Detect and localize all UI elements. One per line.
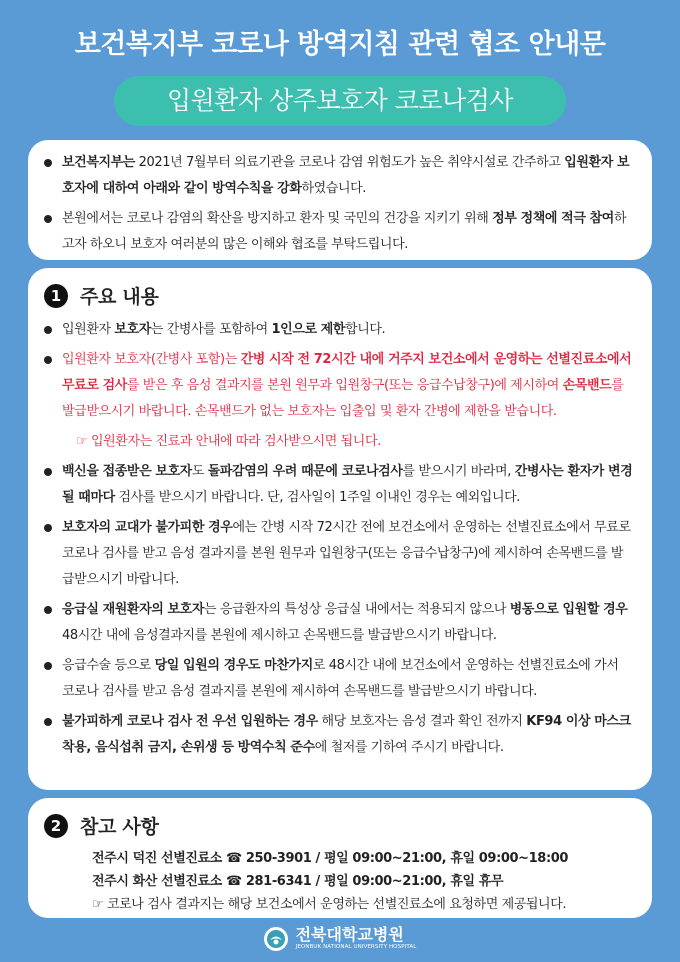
contact-line-hwasan: 전주시 화산 선별진료소 ☎ 281-6341 / 평일 09:00~21:00, 휴일 휴무	[92, 874, 504, 889]
list-item: 백신을 접종받은 보호자도 돌파감염의 우려 때문에 코로나검사를 받으시기 바라며, 간병사는 환자가 변경될 때마다 검사를 받으시기 바랍니다. 단, 검사일이 1주일 이내인 경우는 예외입니다.	[44, 459, 634, 511]
hospital-name-en: JEONBUK NATIONAL UNIVERSITY HOSPITAL	[295, 944, 417, 950]
intro-list	[44, 150, 634, 258]
main-content-card	[28, 268, 652, 790]
list-item: 입원환자 보호자는 간병사를 포함하여 1인으로 제한합니다.	[44, 317, 634, 343]
section-number-icon: 1	[44, 284, 68, 308]
bullet-icon	[44, 215, 52, 223]
hospital-logo-icon	[264, 927, 288, 951]
intro-item: 보건복지부는 2021년 7월부터 의료기관을 코로나 감염 위험도가 높은 취약시설로 간주하고 입원환자 보호자에 대하여 아래와 같이 방역수칙을 강화하였습니다.	[44, 150, 634, 202]
list-item: 보호자의 교대가 불가피한 경우에는 간병 시작 72시간 전에 보건소에서 운영하는 선별진료소에서 무료로 코로나 검사를 받고 음성 결과지를 본원 원무과 입원창구(또는 응급수납창구)에 제시하여 손목밴드를 발급받으시기 바랍니다.	[44, 515, 634, 593]
section-header	[44, 282, 634, 309]
list-item: 응급실 재원환자의 보호자는 응급환자의 특성상 응급실 내에서는 적용되지 않으나 병동으로 입원할 경우 48시간 내에 음성결과지를 본원에 제시하고 손목밴드를 발급받으시기 바랍니다.	[44, 597, 634, 649]
section-header	[44, 812, 634, 839]
section-number-icon: 2	[44, 814, 68, 838]
subtitle-banner: 입원환자 상주보호자 코로나검사	[114, 76, 566, 126]
section-title: 참고 사항	[80, 816, 159, 838]
list-item-highlight: 입원환자 보호자(간병사 포함)는 간병 시작 전 72시간 내에 거주지 보건소에서 운영하는 선별진료소에서 무료로 검사를 받은 후 음성 결과지를 본원 원무과 입원창구(또는 응급수납창구)에 제시하여 손목밴드를 발급받으시기 바랍니다. 손목밴드가 없는 보호자는 입출입 및 환자 간병에 제한을 받습니다.	[44, 347, 634, 425]
list-item: 불가피하게 코로나 검사 전 우선 입원하는 경우 해당 보호자는 음성 결과 확인 전까지 KF94 이상 마스크 착용, 음식섭취 금지, 손위생 등 방역수칙 준수에 철저를 기하여 주시기 바랍니다.	[44, 709, 634, 761]
hospital-footer	[0, 926, 680, 951]
list-item: 응급수술 등으로 당일 입원의 경우도 마찬가지로 48시간 내에 보건소에서 운영하는 선별진료소에 가서 코로나 검사를 받고 음성 결과지를 본원에 제시하여 손목밴드를 발급받으시기 바랍니다.	[44, 653, 634, 705]
main-list	[44, 317, 634, 761]
reference-note: ☞ 코로나 검사 결과지는 해당 보건소에서 운영하는 선별진료소에 요청하면 제공됩니다.	[92, 897, 567, 912]
bullet-icon	[44, 606, 52, 614]
page-title: 보건복지부 코로나 방역지침 관련 협조 안내문	[74, 29, 606, 60]
bullet-icon	[44, 718, 52, 726]
hospital-name: 전북대학교병원	[295, 925, 404, 944]
contact-line-deokjin: 전주시 덕진 선별진료소 ☎ 250-3901 / 평일 09:00~21:00, 휴일 09:00~18:00	[92, 851, 569, 866]
footer-text	[296, 926, 417, 951]
bullet-icon	[44, 468, 52, 476]
intro-card	[28, 140, 652, 260]
bullet-icon	[44, 356, 52, 364]
section-title: 주요 내용	[80, 286, 159, 308]
bullet-icon	[44, 524, 52, 532]
bullet-icon	[44, 326, 52, 334]
bullet-icon	[44, 662, 52, 670]
bullet-icon	[44, 159, 52, 167]
reference-card	[28, 798, 652, 918]
note-line: ☞ 입원환자는 진료과 안내에 따라 검사받으시면 됩니다.	[76, 434, 381, 449]
intro-item: 본원에서는 코로나 감염의 확산을 방지하고 환자 및 국민의 건강을 지키기 위해 정부 정책에 적극 참여하고자 하오니 보호자 여러분의 많은 이해와 협조를 부탁드립니다.	[44, 206, 634, 258]
